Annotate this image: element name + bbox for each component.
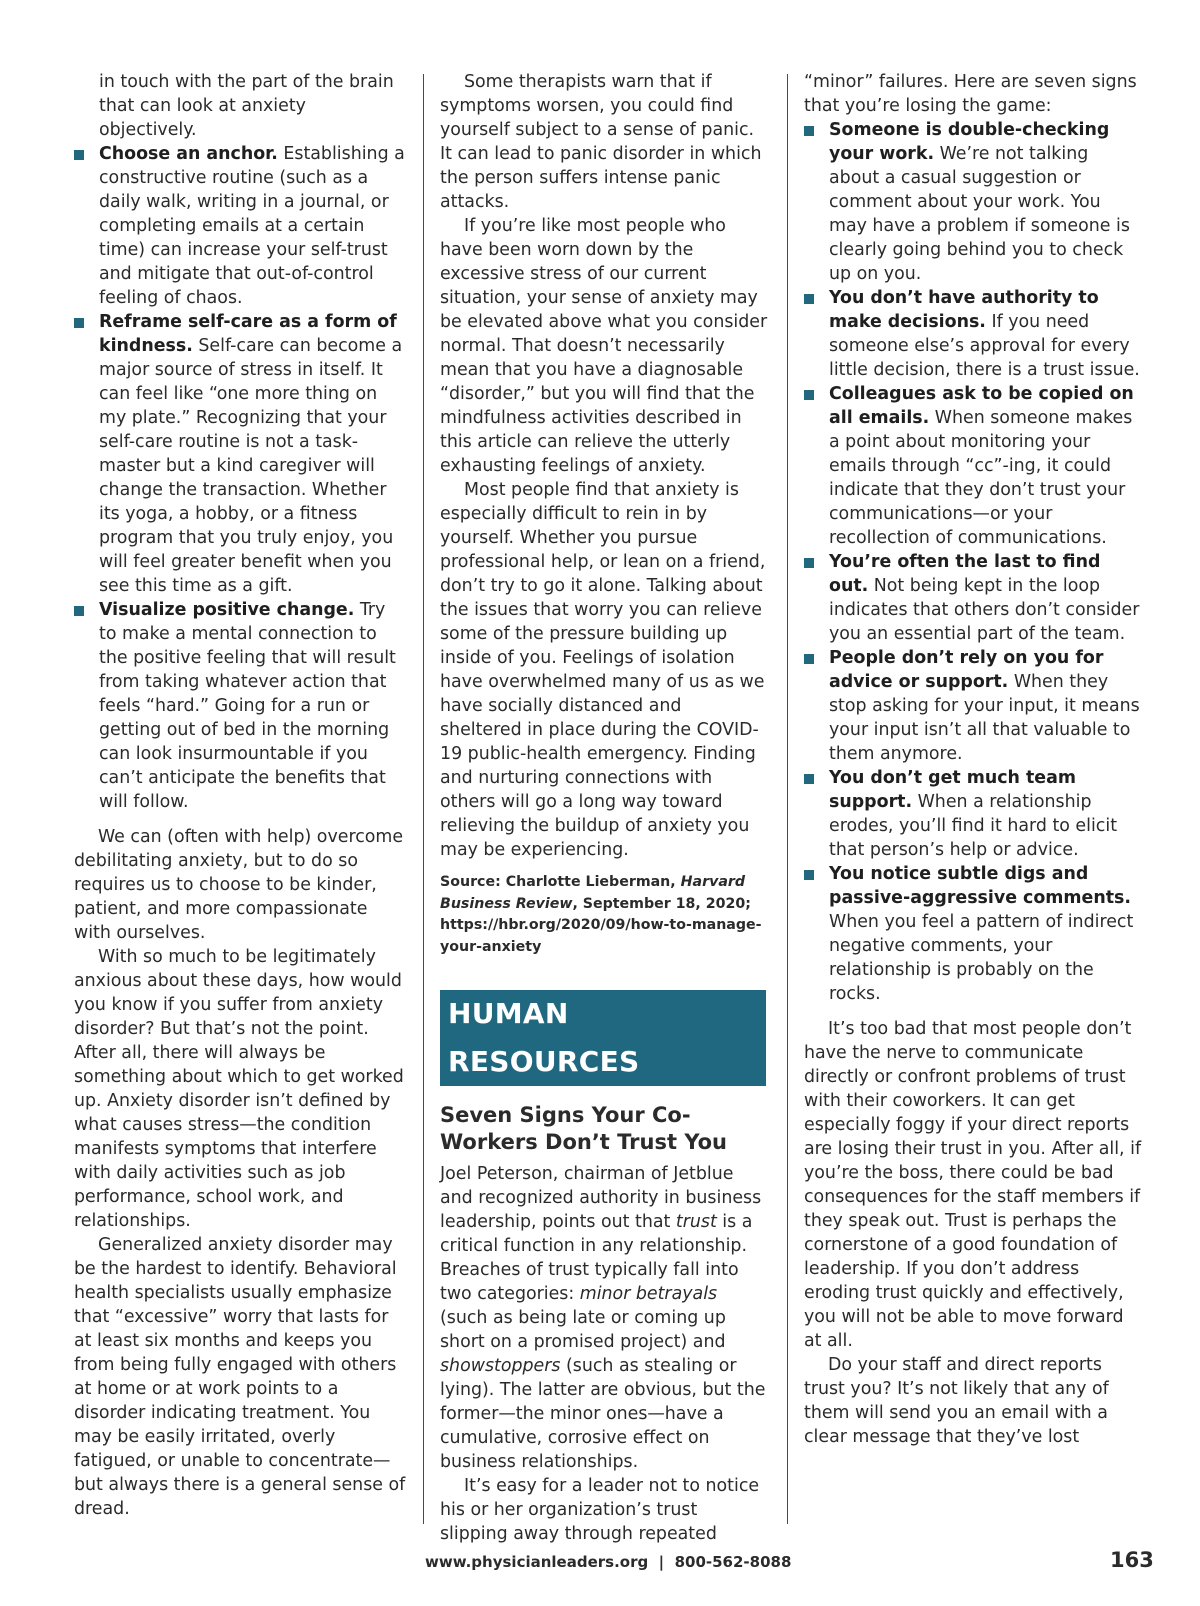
list-item bbox=[804, 862, 1142, 1006]
column-1 bbox=[74, 70, 408, 1521]
footer-contact: www.physicianleaders.org | 800-562-8088 bbox=[425, 1553, 792, 1571]
source-prefix: Source: Charlotte Lieberman, bbox=[440, 874, 681, 890]
list-item bbox=[804, 382, 1142, 550]
list-item-heading: Someone is double-checking your work. bbox=[829, 120, 1110, 164]
list-item-heading: Reframe self-care as a form of kindness. bbox=[99, 312, 397, 356]
emphasis: minor betrayals bbox=[579, 1284, 718, 1304]
text-run: (such as stealing or lying). The latter are obvious, but the former—the minor ones—have a cumulative, corrosive effect on business relationships. bbox=[440, 1356, 766, 1472]
lead-paragraph: “minor” failures. Here are seven signs that you’re losing the game: bbox=[804, 72, 1137, 116]
body-paragraph: It’s easy for a leader not to notice his or her organization’s trust slipping away through repeated bbox=[440, 1476, 760, 1544]
column-divider bbox=[423, 74, 424, 1524]
list-item-text: When a relationship erodes, you’ll find it hard to elicit that person’s help or advice. bbox=[829, 792, 1118, 860]
column-divider bbox=[787, 74, 788, 1524]
body-paragraph: Most people find that anxiety is especially difficult to rein in by yourself. Whether you pursue professional help, or lean on a friend, don’t try to go it alone. Talking about the issues that worry you can relieve some of the pressure building up inside of you. Feelings of isolation have overwhelmed many of us as we have socially distanced and sheltered in place during the COVID-19 public-health emergency. Finding and nurturing connections with others will go a long way toward relieving the buildup of anxiety you may be experiencing. bbox=[440, 480, 766, 860]
list-item-text: We’re not talking about a casual suggestion or comment about your work. You may have a problem if someone is clearly going behind you to check up on you. bbox=[829, 144, 1130, 284]
list-item bbox=[74, 598, 408, 814]
section-banner: HUMAN RESOURCES bbox=[440, 990, 766, 1086]
list-item bbox=[804, 286, 1142, 382]
list-item-text: Self-care can become a major source of stress in itself. It can feel like “one more thing on my plate.” Recognizing that your self-care routine is not a task-master but a kind caregiver will change the transaction. Whether its yoga, a hobby, or a fitness program that you truly enjoy, you will feel greater benefit when you see this time as a gift. bbox=[99, 336, 403, 596]
text-run: is a critical function in any relationship. Breaches of trust typically fall into two categories: bbox=[440, 1212, 753, 1304]
lead-paragraph: in touch with the part of the brain that can look at anxiety objectively. bbox=[99, 72, 394, 140]
text-run: Joel Peterson, chairman of Jetblue and recognized authority in business leadership, points out that bbox=[440, 1164, 762, 1232]
list-item bbox=[804, 118, 1142, 286]
column-3 bbox=[804, 70, 1142, 1449]
source-url: https://hbr.org/2020/09/how-to-manage-your-anxiety bbox=[440, 917, 762, 955]
list-item bbox=[804, 550, 1142, 646]
list-item-text: Try to make a mental connection to the positive feeling that will result from taking whatever action that feels “hard.” Going for a run or getting out of bed in the morning can look insurmountable if you can’t anticipate the benefits that will follow. bbox=[99, 600, 396, 812]
emphasis: trust bbox=[675, 1212, 717, 1232]
list-item-text: If you need someone else’s approval for every little decision, there is a trust issue. bbox=[829, 312, 1140, 380]
list-item-heading: Choose an anchor. bbox=[99, 144, 278, 164]
list-item-heading: You’re often the last to find out. bbox=[829, 552, 1101, 596]
body-paragraph: Do your staff and direct reports trust you? It’s not likely that any of them will send you an email with a clear message that they’ve lost bbox=[804, 1355, 1109, 1447]
column-2 bbox=[440, 70, 768, 1546]
source-publication: Harvard Business Review bbox=[440, 874, 746, 912]
body-paragraph: It’s too bad that most people don’t have the nerve to communicate directly or confront problems of trust with their coworkers. It can get especially foggy if your direct reports are losing their trust in you. After all, if you’re the boss, there could be bad consequences for the staff members if they speak out. Trust is perhaps the cornerstone of a good foundation of leadership. If you don’t address eroding trust quickly and effectively, you will not be able to move forward at all. bbox=[804, 1019, 1142, 1351]
tips-list bbox=[74, 142, 408, 814]
list-item-heading: You don’t get much team support. bbox=[829, 768, 1076, 812]
list-item bbox=[74, 310, 408, 598]
list-item-heading: Visualize positive change. bbox=[99, 600, 355, 620]
list-item bbox=[74, 142, 408, 310]
body-paragraph: Some therapists warn that if symptoms worsen, you could find yourself subject to a sense of panic. It can lead to panic disorder in which the person suffers intense panic attacks. bbox=[440, 72, 762, 212]
body-paragraph: Generalized anxiety disorder may be the hardest to identify. Behavioral health specialists usually emphasize that “excessive” worry that lasts for at least six months and keeps you from being fully engaged with others at home or at work points to a disorder indicating treatment. You may be easily irritated, overly fatigued, or unable to concentrate—but always there is a general sense of dread. bbox=[74, 1235, 406, 1519]
body-paragraph: If you’re like most people who have been worn down by the excessive stress of our current situation, your sense of anxiety may be elevated above what you consider normal. That doesn’t necessarily mean that you have a diagnosable “disorder,” but you will find that the mindfulness activities described in this article can relieve the utterly exhausting feelings of anxiety. bbox=[440, 216, 768, 476]
body-paragraph bbox=[440, 1162, 768, 1474]
list-item-heading: You notice subtle digs and passive-aggressive comments. bbox=[829, 864, 1131, 908]
list-item-text: When someone makes a point about monitoring your emails through “cc”-ing, it could indicate that they don’t trust your communications—or your recollection of communications. bbox=[829, 408, 1133, 548]
list-item-text: Not being kept in the loop indicates that others don’t consider you an essential part of the team. bbox=[829, 576, 1140, 644]
source-citation bbox=[440, 872, 768, 958]
source-date: , September 18, 2020; bbox=[572, 895, 751, 912]
list-item-text: Establishing a constructive routine (such as a daily walk, writing in a journal, or completing emails at a certain time) can increase your self-trust and mitigate that out-of-control feeling of chaos. bbox=[99, 144, 405, 308]
list-item-heading: People don’t rely on you for advice or support. bbox=[829, 648, 1104, 692]
list-item-text: When they stop asking for your input, it means your input isn’t all that valuable to them anymore. bbox=[829, 672, 1140, 764]
list-item-text: When you feel a pattern of indirect negative comments, your relationship is probably on the rocks. bbox=[829, 912, 1134, 1004]
body-paragraph: With so much to be legitimately anxious about these days, how would you know if you suffer from anxiety disorder? But that’s not the point. After all, there will always be something about which to get worked up. Anxiety disorder isn’t defined by what causes stress—the condition manifests symptoms that interfere with daily activities such as job performance, school work, and relationships. bbox=[74, 947, 404, 1231]
signs-list bbox=[804, 118, 1142, 1006]
article-title: Seven Signs Your Co-Workers Don’t Trust You bbox=[440, 1103, 727, 1154]
list-item bbox=[804, 646, 1142, 766]
list-item bbox=[804, 766, 1142, 862]
emphasis: showstoppers bbox=[440, 1356, 561, 1376]
page-number: 163 bbox=[1110, 1548, 1154, 1572]
text-run: (such as being late or coming up short on a promised project) and bbox=[440, 1308, 726, 1352]
list-item-heading: You don’t have authority to make decisions. bbox=[829, 288, 1099, 332]
body-paragraph: We can (often with help) overcome debilitating anxiety, but to do so requires us to choose to be kinder, patient, and more compassionate with ourselves. bbox=[74, 827, 404, 943]
list-item-heading: Colleagues ask to be copied on all emails. bbox=[829, 384, 1134, 428]
